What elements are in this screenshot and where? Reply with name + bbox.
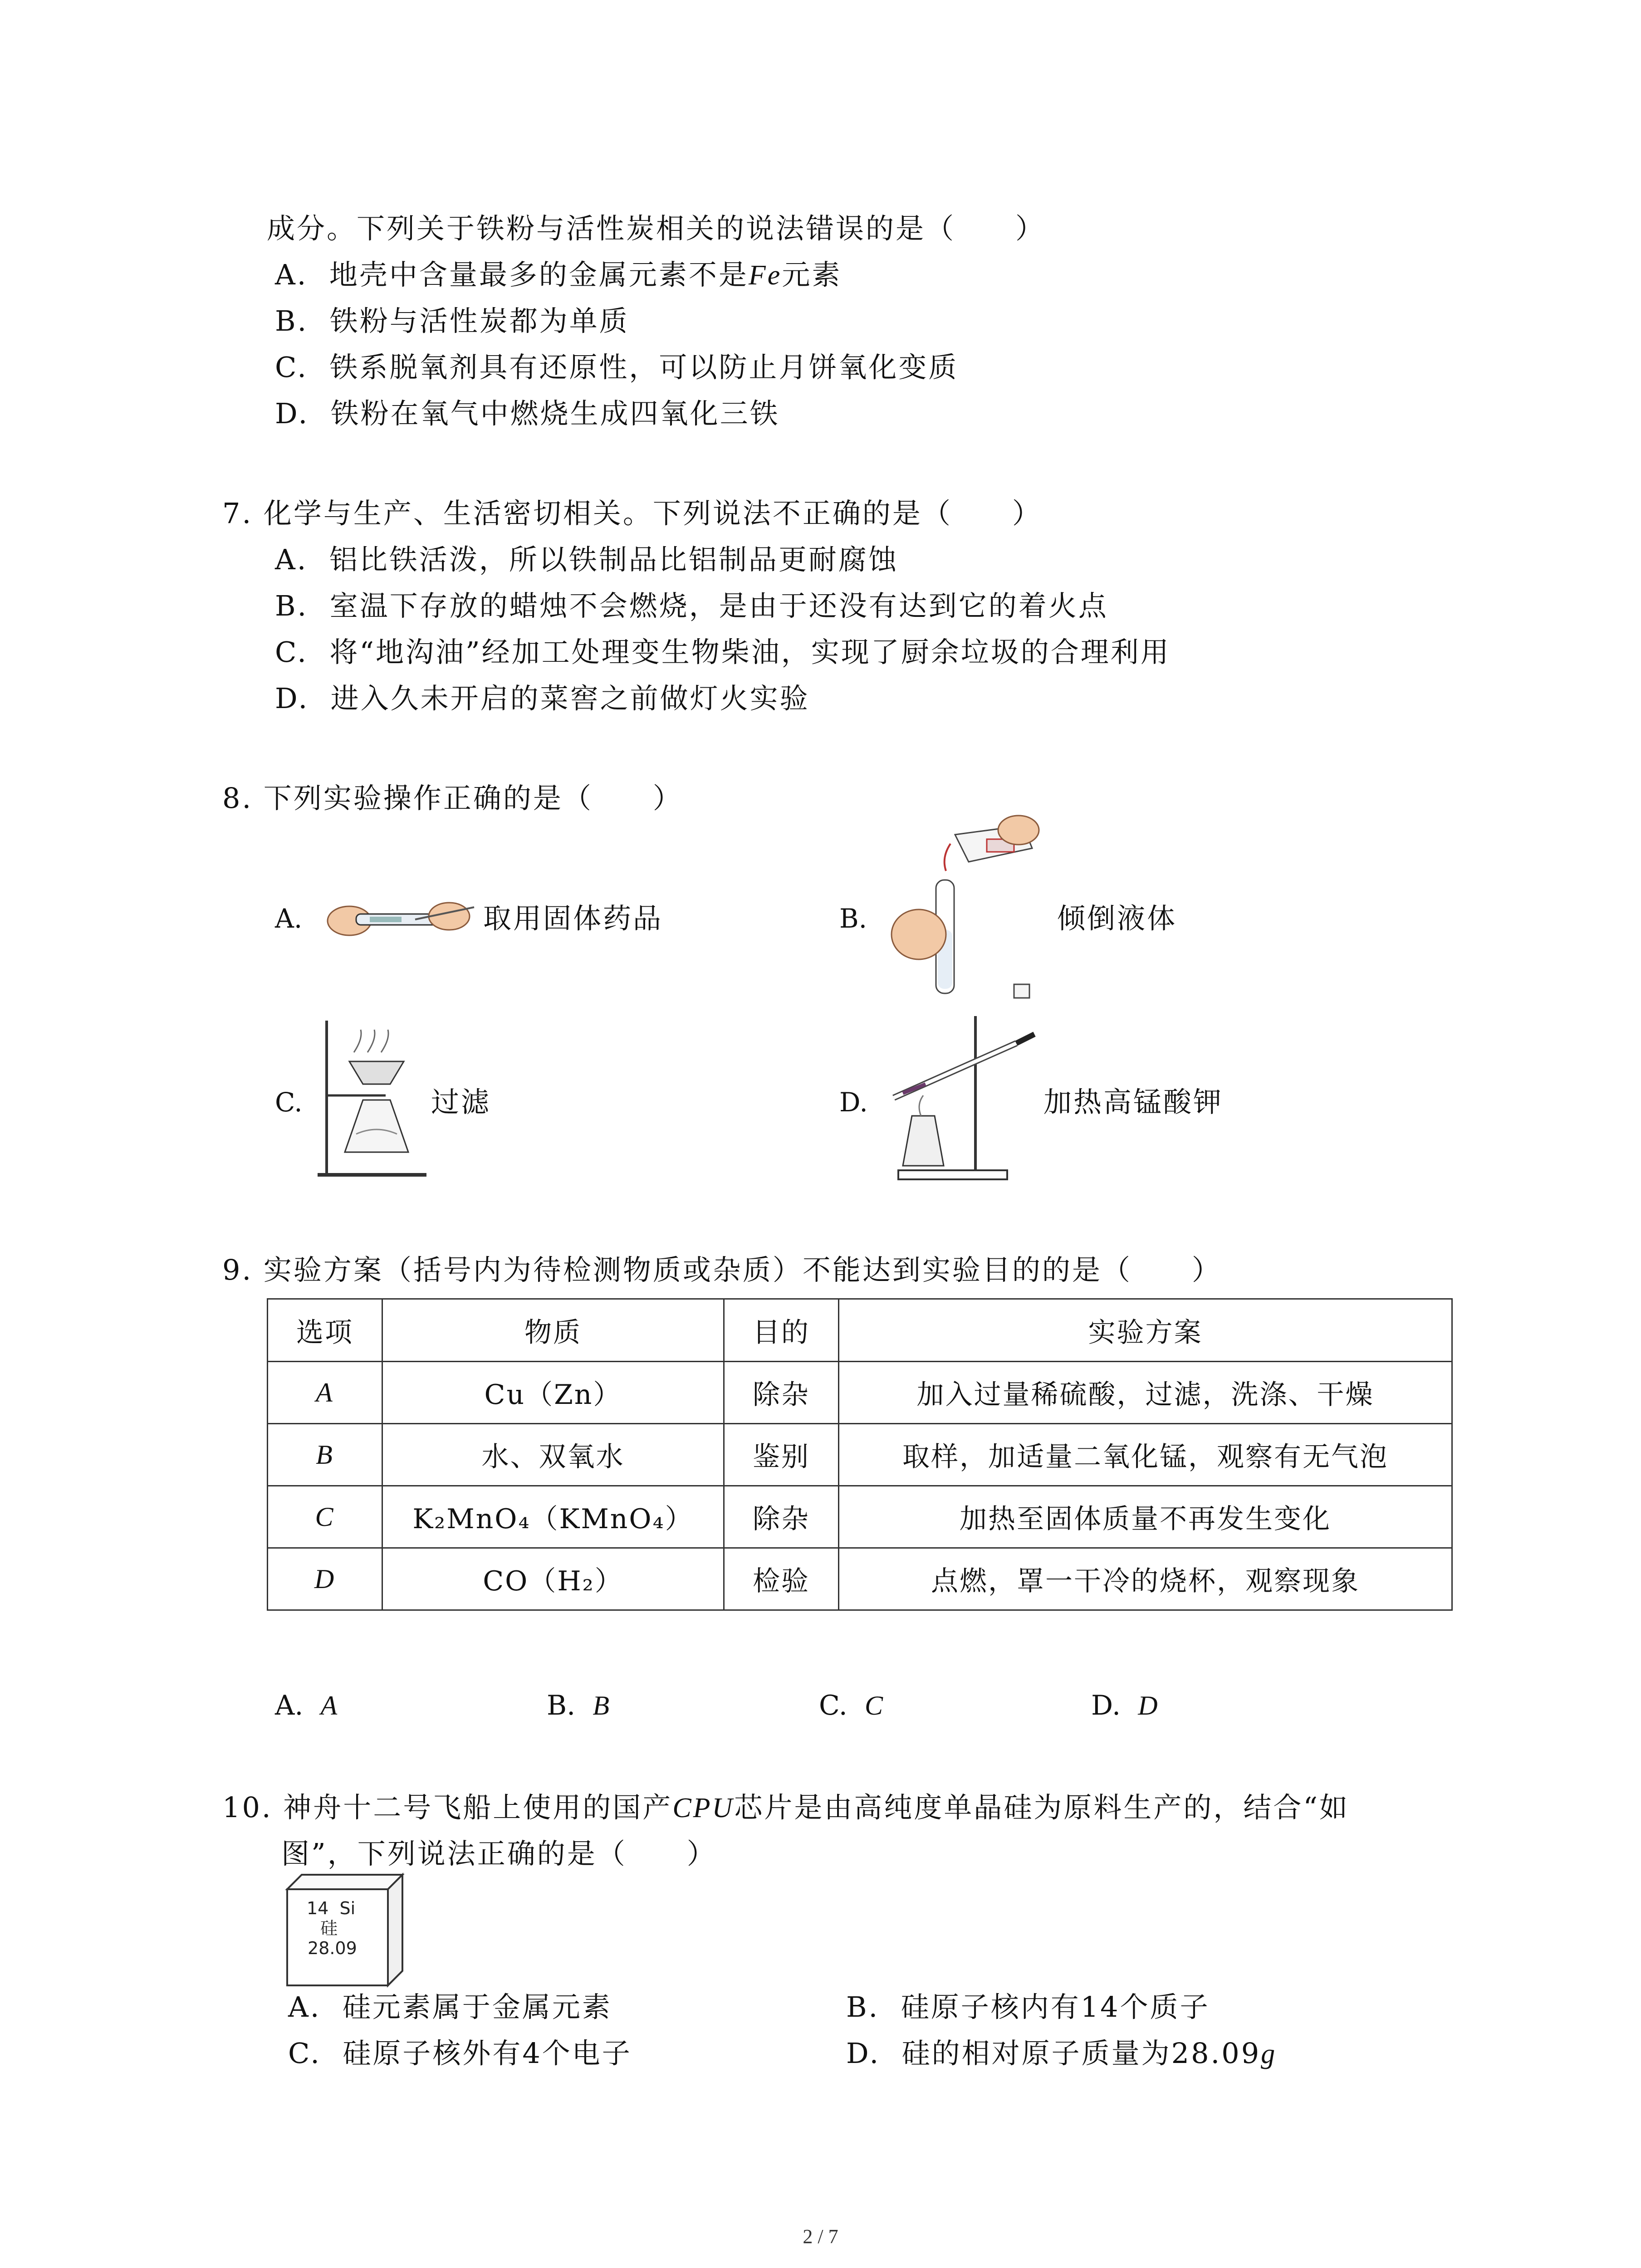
option-label: C. bbox=[819, 1690, 847, 1721]
option-text: 硅的相对原子质量为28.09 bbox=[901, 2037, 1261, 2070]
table-cell: 除杂 bbox=[724, 1486, 839, 1548]
q8-option-b-caption: 倾倒液体 bbox=[1057, 902, 1177, 935]
q6-option-c bbox=[275, 349, 958, 386]
option-label: D. bbox=[275, 682, 309, 715]
q10-option-c bbox=[288, 2035, 632, 2072]
table-cell: 加热至固体质量不再发生变化 bbox=[839, 1486, 1452, 1548]
table-header: 目的 bbox=[724, 1299, 839, 1362]
option-label: A. bbox=[275, 1690, 304, 1721]
table-cell: 取样，加适量二氧化锰，观察有无气泡 bbox=[839, 1424, 1452, 1486]
stem-text: 芯片是由高纯度单晶硅为原料生产的，结合“如 bbox=[734, 1791, 1350, 1824]
table-cell: 水、双氧水 bbox=[382, 1424, 724, 1486]
q7-stem: 7. 化学与生产、生活密切相关。下列说法不正确的是（ ） bbox=[222, 497, 1042, 530]
option-text: 硅原子核内有14个质子 bbox=[901, 1990, 1210, 2024]
option-text: 元素 bbox=[782, 258, 842, 291]
option-value: B bbox=[593, 1691, 609, 1721]
q9-stem: 9. 实验方案（括号内为待检测物质或杂质）不能达到实验目的的是（ ） bbox=[222, 1253, 1222, 1286]
q8-option-a-caption: 取用固体药品 bbox=[483, 902, 663, 935]
table-row bbox=[268, 1486, 1452, 1548]
q6-option-b bbox=[275, 303, 629, 339]
option-text-italic: Fe bbox=[748, 260, 782, 291]
option-value: A bbox=[320, 1691, 338, 1721]
option-label: C. bbox=[288, 2037, 321, 2070]
table-cell: B bbox=[268, 1424, 382, 1486]
element-card-content bbox=[295, 1898, 381, 1958]
table-cell: Cu（Zn） bbox=[382, 1362, 724, 1424]
filtration-image bbox=[318, 1021, 426, 1184]
q8-option-c-label: C. bbox=[275, 1087, 303, 1118]
option-text: 铁粉在氧气中燃烧生成四氧化三铁 bbox=[330, 397, 780, 430]
q8-option-b-label: B. bbox=[839, 903, 867, 934]
option-label: D. bbox=[1091, 1690, 1121, 1721]
table-cell: 鉴别 bbox=[724, 1424, 839, 1486]
table-cell: 检验 bbox=[724, 1548, 839, 1610]
option-label: B. bbox=[846, 1990, 880, 2024]
q9-answer-d bbox=[1091, 1687, 1158, 1724]
option-text: 铁系脱氧剂具有还原性，可以防止月饼氧化变质 bbox=[329, 351, 959, 384]
q8-option-d-caption: 加热高锰酸钾 bbox=[1043, 1085, 1224, 1119]
atomic-number: 14 bbox=[307, 1898, 329, 1918]
table-row bbox=[268, 1548, 1452, 1610]
stem-text: 10. 神舟十二号飞船上使用的国产 bbox=[222, 1791, 673, 1824]
option-text: 室温下存放的蜡烛不会燃烧，是由于还没有达到它的着火点 bbox=[329, 589, 1108, 622]
option-label: A. bbox=[275, 543, 308, 576]
q6-option-d bbox=[275, 396, 780, 432]
stem-text-italic: CPU bbox=[672, 1793, 735, 1823]
table-cell: C bbox=[268, 1486, 382, 1548]
q10-option-d bbox=[846, 2035, 1277, 2072]
option-text: 硅元素属于金属元素 bbox=[342, 1990, 612, 2024]
table-header: 选项 bbox=[268, 1299, 382, 1362]
q8-stem: 8. 下列实验操作正确的是（ ） bbox=[222, 782, 683, 815]
option-text: 铝比铁活泼，所以铁制品比铝制品更耐腐蚀 bbox=[329, 543, 898, 576]
table-cell: D bbox=[268, 1548, 382, 1610]
option-value: C bbox=[865, 1691, 883, 1721]
option-label: C. bbox=[275, 635, 308, 669]
table-cell: K₂MnO₄（KMnO₄） bbox=[382, 1486, 724, 1548]
option-text-italic: g bbox=[1261, 2038, 1277, 2069]
q10-option-b bbox=[846, 1989, 1210, 2025]
table-header: 物质 bbox=[382, 1299, 724, 1362]
page-number: 2 / 7 bbox=[803, 2225, 838, 2248]
option-label: D. bbox=[846, 2037, 881, 2070]
option-label: B. bbox=[275, 304, 309, 337]
q7-option-d bbox=[275, 680, 810, 717]
option-label: A. bbox=[288, 1990, 321, 2024]
element-name: 硅 bbox=[320, 1918, 338, 1938]
table-cell: CO（H₂） bbox=[382, 1548, 724, 1610]
option-value: D bbox=[1138, 1691, 1158, 1721]
element-symbol: Si bbox=[339, 1898, 356, 1918]
pour-liquid-image bbox=[887, 816, 1064, 1016]
q8-option-c-caption: 过滤 bbox=[431, 1085, 491, 1119]
q8-option-a-label: A. bbox=[275, 903, 303, 934]
table-cell: 除杂 bbox=[724, 1362, 839, 1424]
q10-option-a bbox=[288, 1989, 612, 2025]
table-row bbox=[268, 1362, 1452, 1424]
table-cell: 加入过量稀硫酸，过滤，洗涤、干燥 bbox=[839, 1362, 1452, 1424]
q10-stem-line1 bbox=[222, 1789, 1349, 1826]
option-label: C. bbox=[275, 351, 308, 384]
option-text: 铁粉与活性炭都为单质 bbox=[329, 304, 629, 337]
q9-answer-a bbox=[275, 1687, 337, 1724]
table-cell: 点燃，罩一干冷的烧杯，观察现象 bbox=[839, 1548, 1452, 1610]
option-text: 进入久未开启的菜窖之前做灯火实验 bbox=[330, 682, 810, 715]
table-cell: A bbox=[268, 1362, 382, 1424]
table-row bbox=[268, 1424, 1452, 1486]
solid-reagent-image bbox=[324, 889, 479, 948]
q9-table bbox=[267, 1298, 1453, 1611]
atomic-mass: 28.09 bbox=[308, 1938, 357, 1958]
q10-stem-line2: 图”，下列说法正确的是（ ） bbox=[281, 1837, 717, 1870]
q9-answer-b bbox=[547, 1687, 609, 1724]
q7-option-c bbox=[275, 634, 1171, 670]
q6-option-a bbox=[275, 257, 842, 293]
option-label: A. bbox=[275, 258, 308, 291]
option-label: B. bbox=[275, 589, 309, 622]
option-text: 地壳中含量最多的金属元素不是 bbox=[329, 258, 749, 291]
q8-option-d-label: D. bbox=[839, 1087, 868, 1118]
q6-stem-tail: 成分。下列关于铁粉与活性炭相关的说法错误的是（ ） bbox=[267, 212, 1046, 245]
option-label: B. bbox=[547, 1690, 576, 1721]
table-header: 实验方案 bbox=[839, 1299, 1452, 1362]
option-text: 硅原子核外有4个电子 bbox=[343, 2037, 632, 2070]
q7-option-b bbox=[275, 588, 1108, 624]
option-text: 将“地沟油”经加工处理变生物柴油，实现了厨余垃圾的合理利用 bbox=[329, 635, 1171, 669]
option-label: D. bbox=[275, 397, 309, 430]
heat-kmno4-image bbox=[885, 1016, 1039, 1188]
q9-answer-c bbox=[819, 1687, 883, 1724]
table-header-row bbox=[268, 1299, 1452, 1362]
q7-option-a bbox=[275, 542, 898, 578]
